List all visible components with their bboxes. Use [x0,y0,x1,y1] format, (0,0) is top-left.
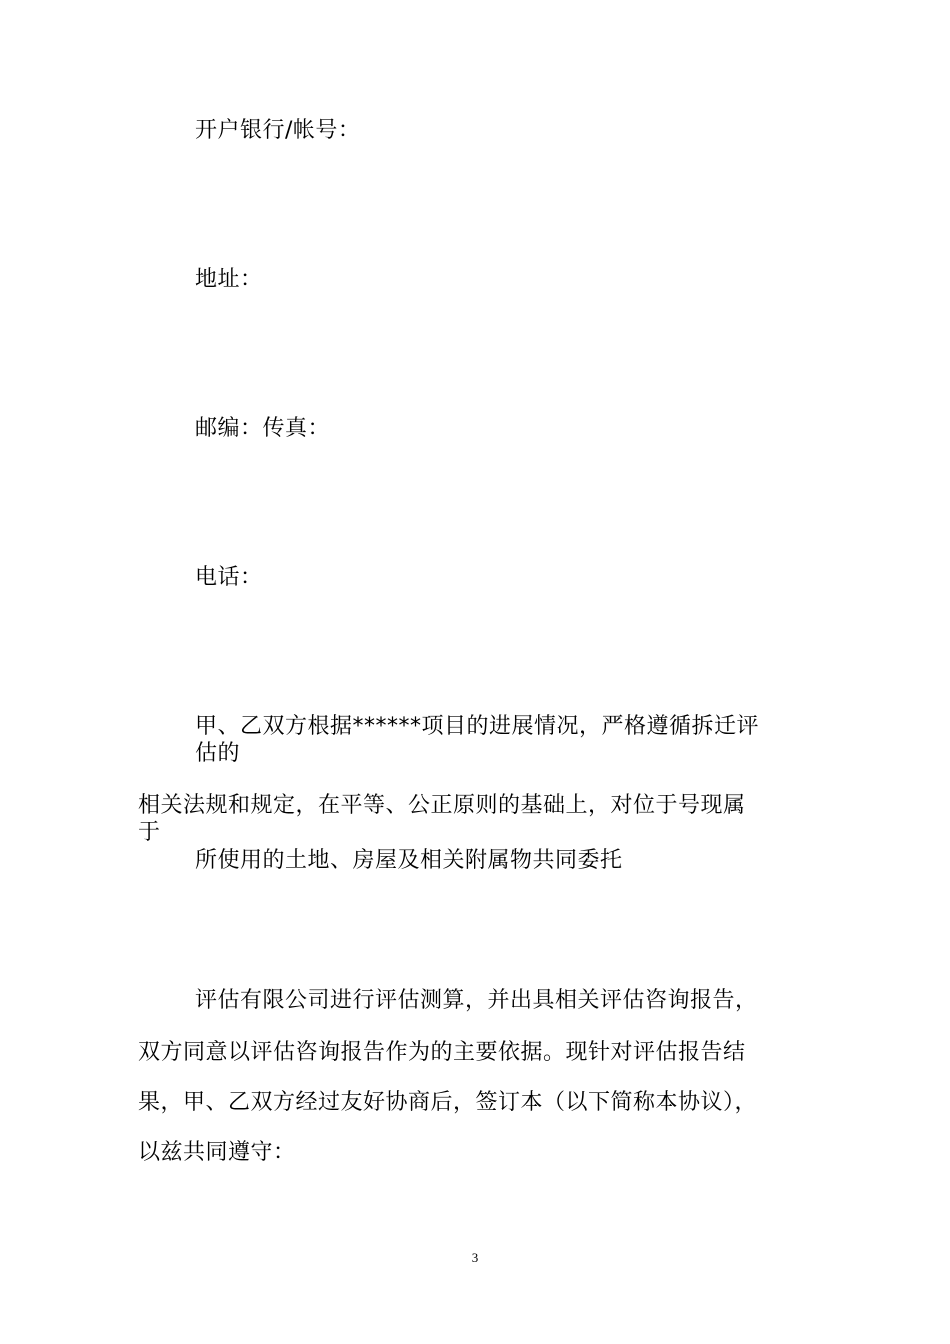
phone-label: 电话： [195,565,263,590]
paragraph-2-line: 评估有限公司进行评估测算，并出具相关评估咨询报告， [195,988,758,1013]
paragraph-1-line: 估的 [195,741,241,766]
paragraph-1-line: 所使用的土地、房屋及相关附属物共同委托 [195,848,623,873]
bank-account-label: 开户银行/帐号： [195,118,361,143]
paragraph-2-line: 双方同意以评估咨询报告作为的主要依据。现针对评估报告结 [138,1040,746,1065]
paragraph-2-line: 以兹共同遵守： [138,1140,296,1165]
paragraph-2-line: 果，甲、乙双方经过友好协商后，签订本（以下简称本协议）， [138,1090,758,1115]
postcode-fax-label: 邮编：传真： [195,416,331,441]
paragraph-1-line: 甲、乙双方根据******项目的进展情况，严格遵循拆迁评 [195,714,760,739]
paragraph-1-line: 于 [138,820,161,845]
page-number: 3 [471,1250,479,1265]
address-label: 地址： [195,267,263,292]
paragraph-1-line: 相关法规和规定，在平等、公正原则的基础上，对位于号现属 [138,793,746,818]
